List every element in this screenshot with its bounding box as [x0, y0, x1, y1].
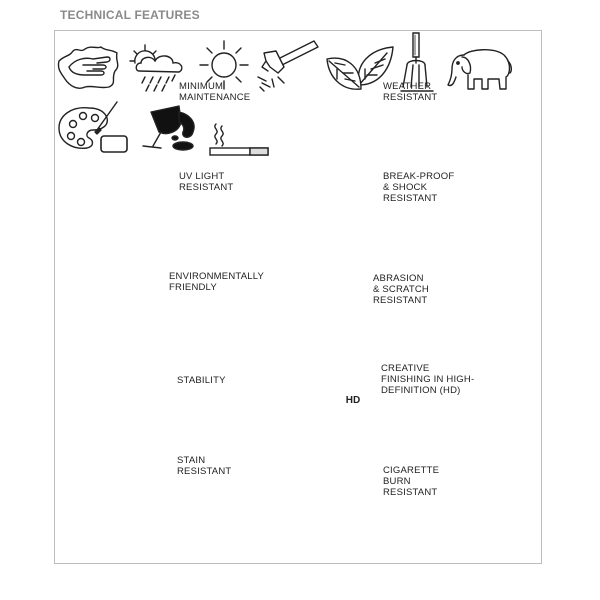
features-panel: [54, 30, 542, 564]
feature-label-break-proof: BREAK-PROOF & SHOCK RESISTANT: [383, 171, 455, 204]
wine-glass-icon: [135, 102, 201, 158]
hd-badge: HD: [345, 395, 361, 406]
feature-label-uv-light-resistant: UV LIGHT RESISTANT: [179, 171, 234, 193]
feature-label-stability: STABILITY: [177, 375, 226, 386]
hammer-icon: [256, 37, 320, 93]
feature-label-cigarette-burn: CIGARETTE BURN RESISTANT: [383, 465, 440, 498]
cigarette-icon: [206, 122, 272, 158]
palette-hd-icon: [55, 98, 131, 158]
feature-label-abrasion-scratch: ABRASION & SCRATCH RESISTANT: [373, 273, 429, 306]
feature-label-minimum-maintenance: MINIMUM MAINTENANCE: [179, 81, 251, 103]
feature-label-creative-finishing: CREATIVE FINISHING IN HIGH- DEFINITION (HD): [381, 363, 475, 396]
feature-label-environmentally-friendly: ENVIRONMENTALLY FRIENDLY: [169, 271, 265, 293]
section-title: TECHNICAL FEATURES: [60, 8, 200, 22]
feature-label-stain-resistant: STAIN RESISTANT: [177, 455, 232, 477]
feature-label-weather-resistant: WEATHER RESISTANT: [383, 81, 438, 103]
elephant-icon: [444, 43, 514, 93]
cloth-hand-icon: [55, 43, 125, 93]
